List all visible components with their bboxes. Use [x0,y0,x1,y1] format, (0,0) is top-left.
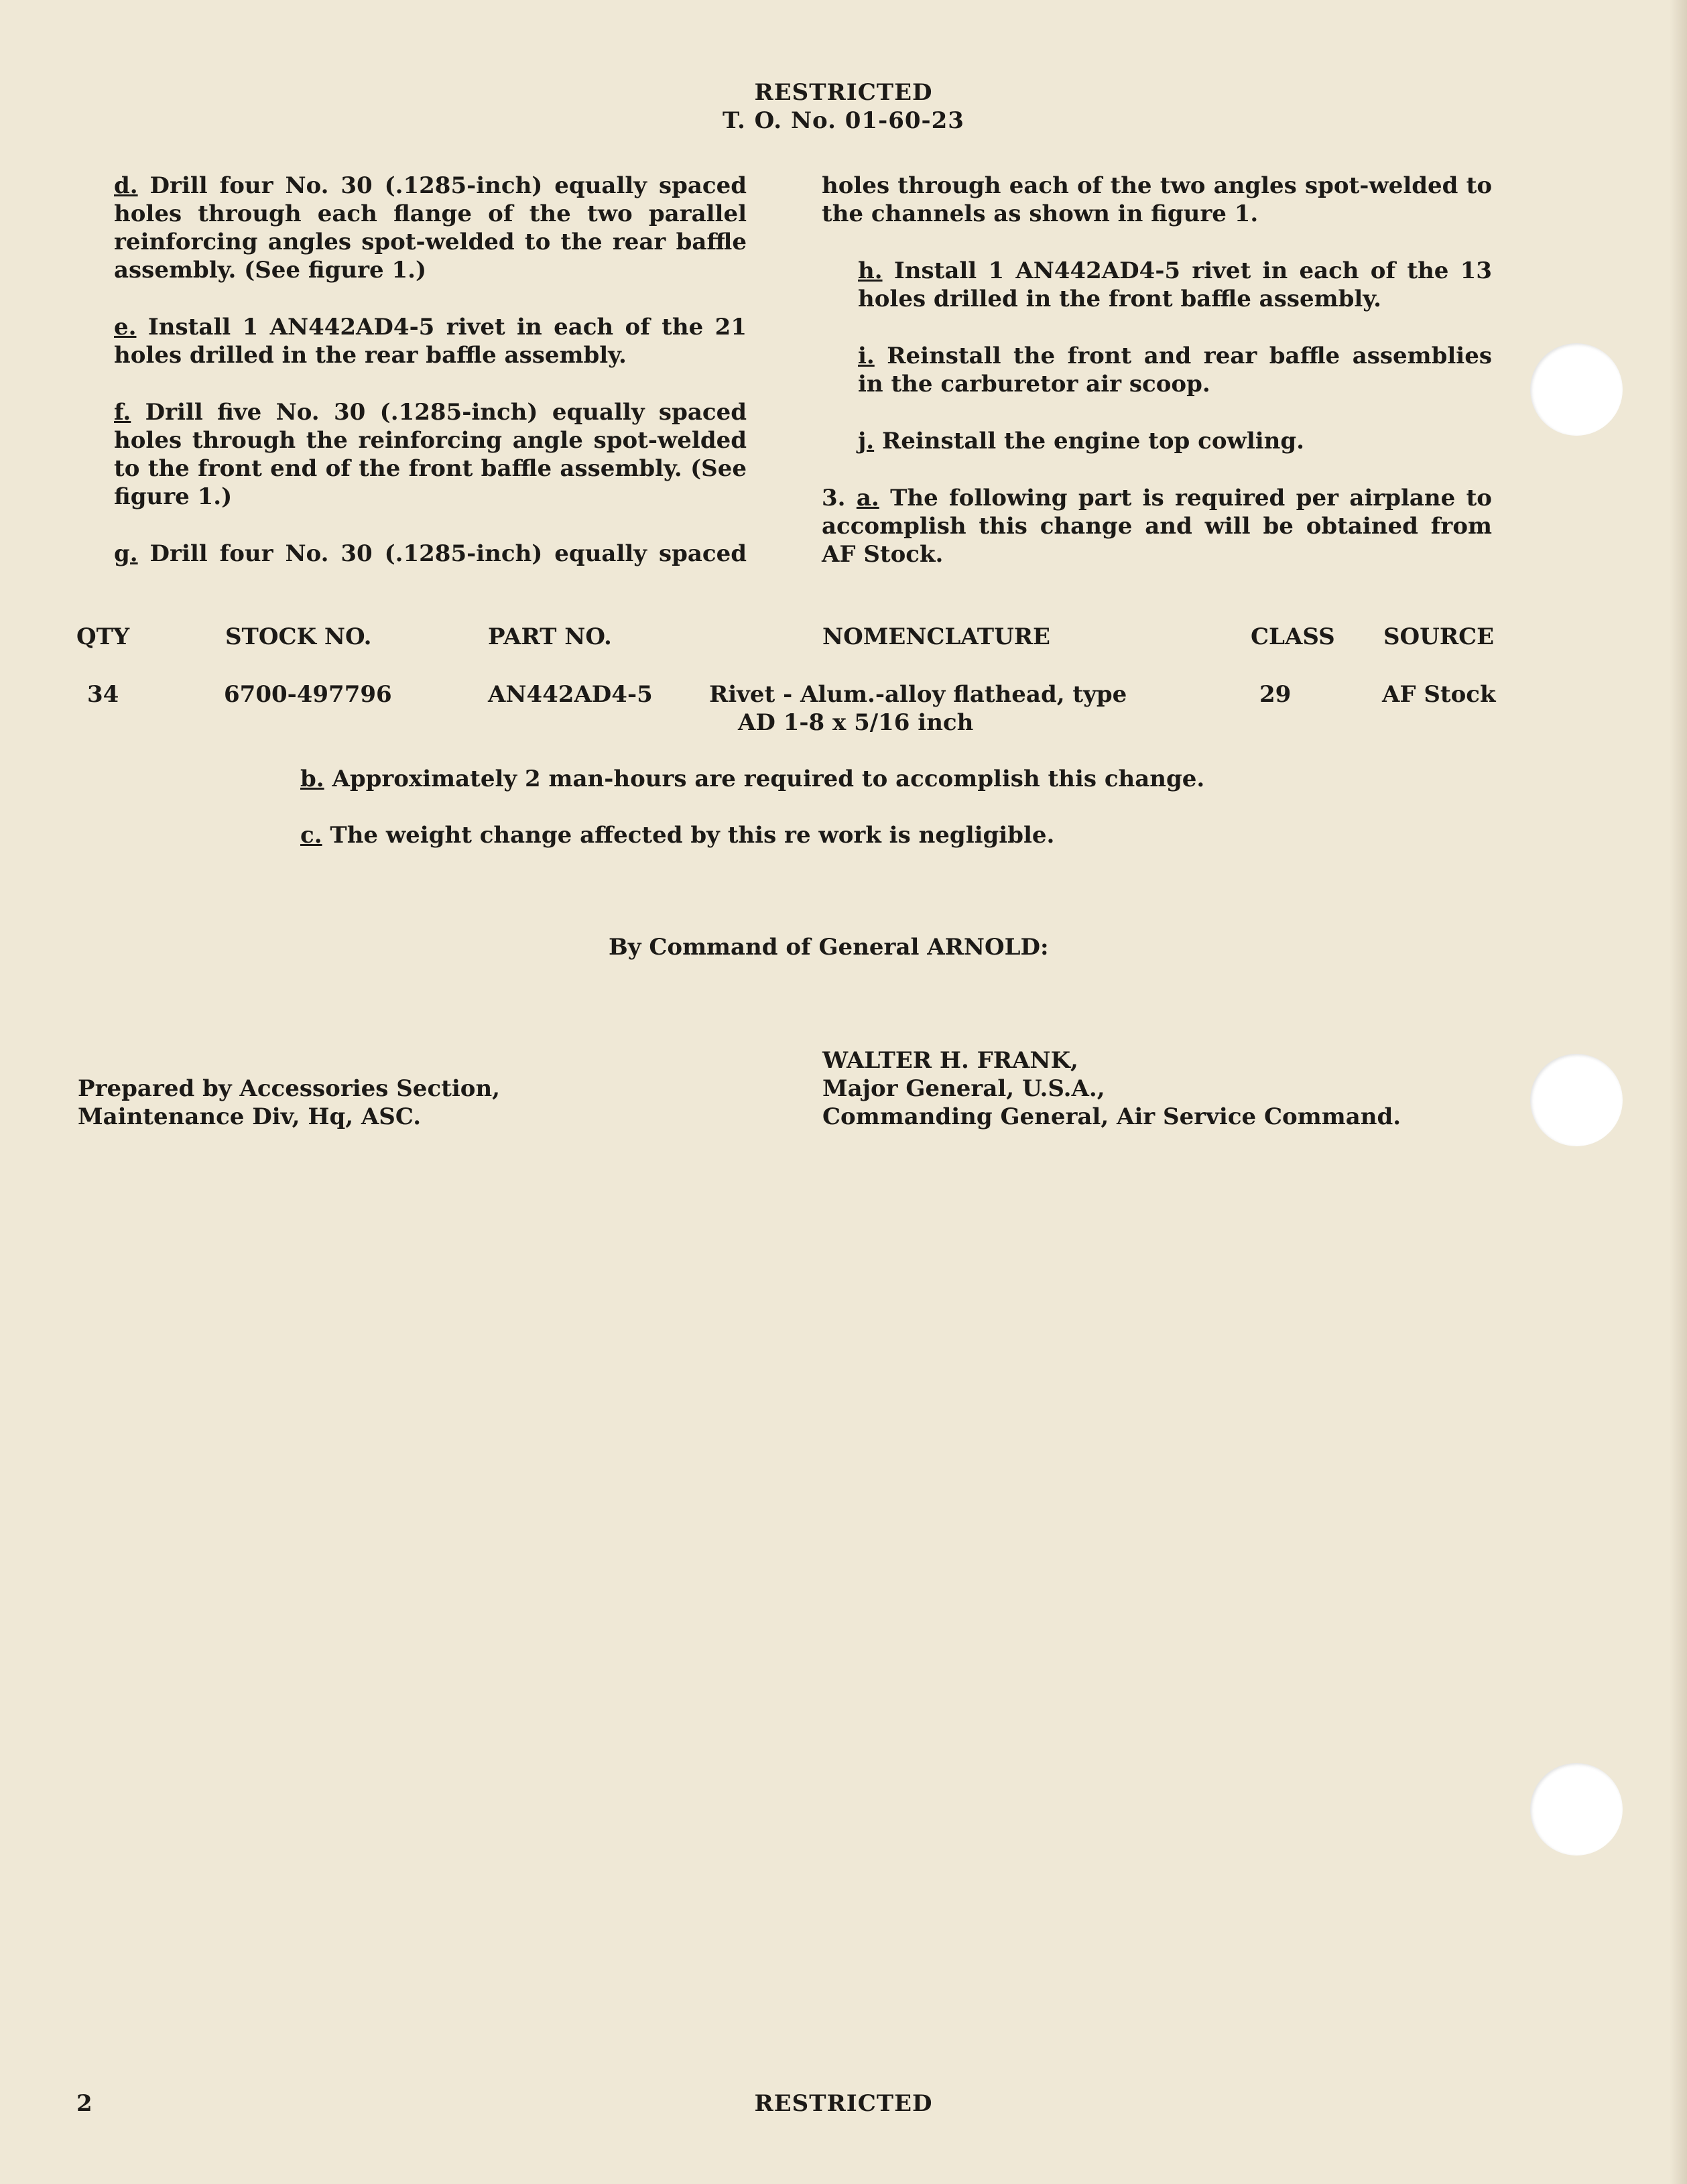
signature-title: Commanding General, Air Service Command. [822,1103,1401,1130]
step-d: d. Drill four No. 30 (.1285-inch) equally spaced holes through each flange of the two parallel reinforcing angles spot-welded to the rear baffle assembly. (See figure 1.) [114,172,747,284]
prepared-line-2: Maintenance Div, Hq, ASC. [78,1103,422,1130]
td-qty: 34 [87,681,119,708]
page-edge-shadow [1670,0,1687,2184]
footer-page-number: 2 [76,2090,92,2117]
td-class: 29 [1259,681,1292,708]
header-classification: RESTRICTED [754,79,933,106]
note-b: b. Approximately 2 man-hours are required to accomplish this change. [300,766,1205,792]
th-qty: QTY [76,623,130,650]
th-part-no: PART NO. [488,623,612,650]
para-3a: 3. a. The following part is required per airplane to accomplish this change and will be obtained from AF Stock. [822,485,1492,568]
step-j: j. Reinstall the engine top cowling. [858,428,1304,454]
th-nomenclature: NOMENCLATURE [822,623,1050,650]
prepared-line-1: Prepared by Accessories Section, [78,1075,500,1102]
step-h: h. Install 1 AN442AD4-5 rivet in each of the 13 holes drilled in the front baffle assembly. [858,257,1492,312]
td-nomenclature-line1: Rivet - Alum.-alloy flathead, type [709,681,1127,708]
signature-rank: Major General, U.S.A., [822,1075,1105,1102]
binder-hole-top [1530,343,1623,436]
right-column [822,172,1492,597]
command-line: By Command of General ARNOLD: [609,934,1049,961]
binder-hole-bottom [1530,1763,1623,1856]
step-g: g. Drill four No. 30 (.1285-inch) equally spaced [114,540,747,567]
td-source: AF Stock [1382,681,1496,708]
th-class: CLASS [1251,623,1335,650]
step-f: f. Drill five No. 30 (.1285-inch) equally spaced holes through the reinforcing angle spot-welded to the front end of the front baffle assembly. (See figure 1.) [114,399,747,510]
th-stock-no: STOCK NO. [225,623,372,650]
td-stock-no: 6700-497796 [224,681,392,708]
step-e: e. Install 1 AN442AD4-5 rivet in each of the 21 holes drilled in the rear baffle assembly. [114,314,747,369]
note-c: c. The weight change affected by this re work is negligible. [300,822,1055,849]
step-g-continuation: holes through each of the two angles spot-welded to the channels as shown in figure 1. [822,172,1492,227]
binder-hole-middle [1530,1054,1623,1146]
header-to-number: T. O. No. 01-60-23 [723,107,964,134]
step-i: i. Reinstall the front and rear baffle assemblies in the carburetor air scoop. [858,343,1492,398]
td-part-no: AN442AD4-5 [488,681,653,708]
td-nomenclature-line2: AD 1-8 x 5/16 inch [738,709,974,736]
signature-name: WALTER H. FRANK, [822,1047,1078,1074]
footer-classification: RESTRICTED [754,2090,933,2117]
th-source: SOURCE [1383,623,1495,650]
left-column [78,172,747,597]
